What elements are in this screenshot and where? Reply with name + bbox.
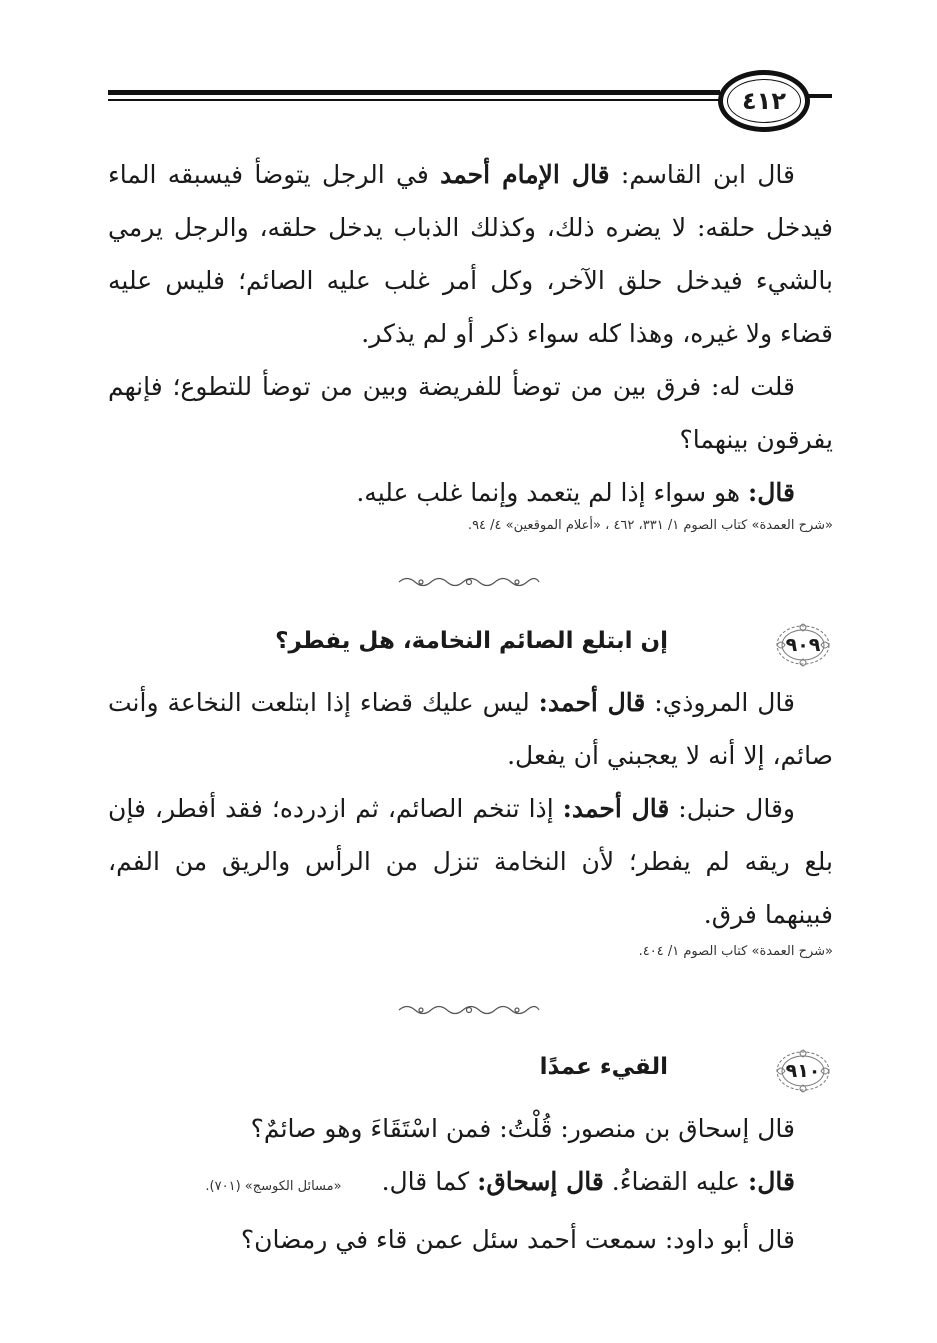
- page-number-badge: [718, 70, 810, 132]
- text-block-910: [108, 1102, 833, 1266]
- paragraph-body: ليس عليك قضاء إذا ابتلعت النخاعة وأنت صائم، إلا أنه لا يعجبني أن يفعل.: [108, 688, 833, 770]
- page-number: ٤١٢: [742, 87, 786, 115]
- bold-quote-marker: قال الإمام أحمد: [440, 160, 610, 189]
- paragraph-ishaq: قال إسحاق بن منصور: قُلْتُ: فمن اسْتَقَاءَ وهو صائمٌ؟: [250, 1114, 795, 1143]
- paragraph-ibn-alqasim: [108, 148, 833, 360]
- section-title: القيء عمدًا: [539, 1054, 668, 1080]
- bold-quote-marker: قال أحمد:: [538, 688, 646, 717]
- header-rule-tail: [806, 94, 832, 98]
- bold-quote-marker: قال أحمد:: [562, 794, 670, 823]
- bold-qal: قال:: [748, 478, 795, 507]
- paragraph-ishaq-answer: [108, 1155, 833, 1213]
- bold-quote-marker: قال إسحاق:: [477, 1167, 604, 1196]
- source-citation-909: «شرح العمدة» كتاب الصوم ١/ ٤٠٤.: [638, 944, 833, 959]
- text-block-909: [108, 676, 833, 941]
- paragraph-body: هو سواء إذا لم يتعمد وإنما غلب عليه.: [356, 478, 749, 507]
- header-rule-thick: [108, 90, 720, 95]
- bold-qal: قال:: [748, 1167, 795, 1196]
- section-910-heading: [108, 1048, 833, 1094]
- ornament-flourish-icon: [394, 1003, 544, 1017]
- inline-source-citation: «مسائل الكوسج» (٧٠١).: [205, 1179, 342, 1194]
- divider-ornament: [0, 574, 937, 593]
- section-909-heading: [108, 622, 833, 668]
- paragraph-body: كما قال.: [381, 1167, 478, 1196]
- paragraph-body: إذا تنخم الصائم، ثم ازدرده؛ فقد أفطر، فإن بلع ريقه لم يفطر؛ لأن النخامة تنزل من الرأس والريق من الفم، فبينهما فرق.: [108, 794, 833, 929]
- paragraph-hanbal: [108, 782, 833, 941]
- paragraph-abu-dawud: قال أبو داود: سمعت أحمد سئل عمن قاء في رمضان؟: [240, 1225, 795, 1254]
- section-number-badge: [773, 1048, 833, 1094]
- source-citation-1: «شرح العمدة» كتاب الصوم ١/ ٣٣١، ٤٦٢ ، «أعلام الموقعين» ٤/ ٩٤.: [467, 518, 833, 533]
- paragraph-body: عليه القضاءُ.: [603, 1167, 749, 1196]
- header-rule-thin: [108, 99, 720, 101]
- paragraph-answer: [108, 466, 833, 519]
- paragraph-lead: قال ابن القاسم:: [609, 160, 795, 189]
- paragraph-lead: وقال حنبل:: [669, 794, 795, 823]
- text-block-1: [108, 148, 833, 519]
- section-number: ٩٠٩: [785, 634, 821, 656]
- paragraph-question: قلت له: فرق بين من توضأ للفريضة وبين من توضأ للتطوع؛ فإنهم يفرقون بينهما؟: [108, 372, 833, 454]
- paragraph-almarwadhi: [108, 676, 833, 782]
- ornament-flourish-icon: [394, 575, 544, 589]
- divider-ornament: [0, 1002, 937, 1021]
- section-title: إن ابتلع الصائم النخامة، هل يفطر؟: [275, 628, 668, 654]
- paragraph-body: في الرجل يتوضأ فيسبقه الماء فيدخل حلقه: لا يضره ذلك، وكذلك الذباب يدخل حلقه، والرجل يرمي بالشيء فيدخل حلق الآخر، وكل أمر غلب عليه الصائم؛ فليس عليه قضاء ولا غيره، وهذا كله سواء ذكر أو لم يذكر.: [108, 160, 833, 348]
- paragraph-lead: قال المروذي:: [645, 688, 795, 717]
- section-number-badge: [773, 622, 833, 668]
- section-number: ٩١٠: [785, 1060, 821, 1082]
